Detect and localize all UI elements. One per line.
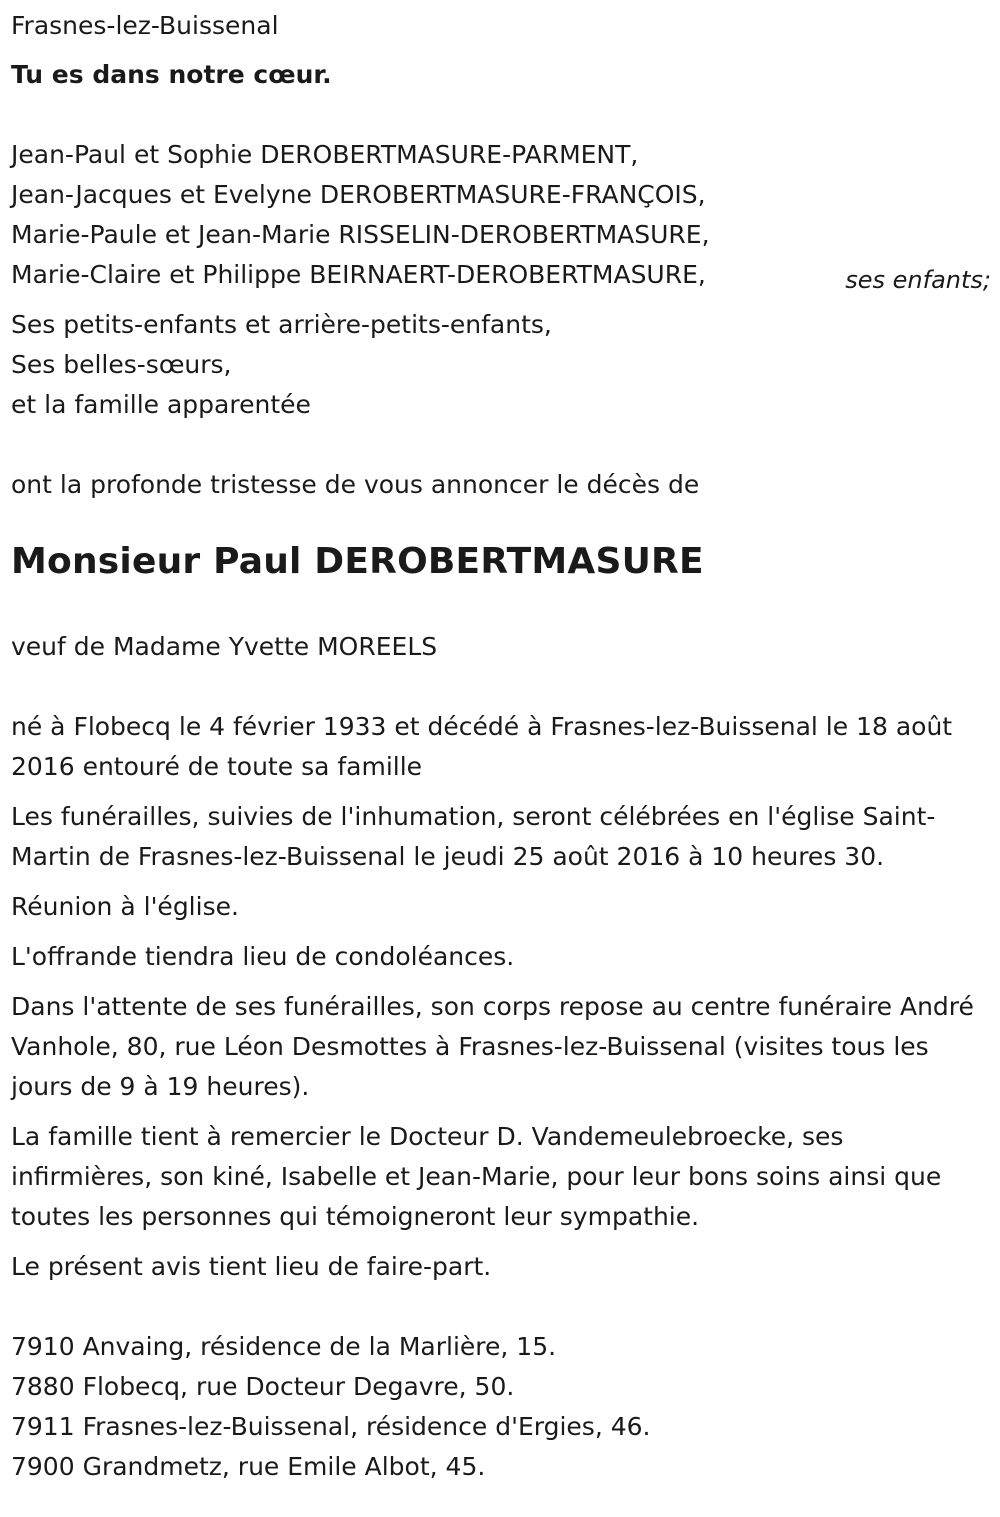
resting-text: Dans l'attente de ses funérailles, son corps repose au centre funéraire André Vanhole, 80, rue Léon Desmottes à Frasnes-lez-Buissenal (visites tous les jours de 9 à 19 heures). [11, 992, 974, 1101]
announcement-text: ont la profonde tristesse de vous annoncer le décès de [11, 470, 700, 499]
notice-motto: Tu es dans notre cœur. [11, 60, 332, 89]
relatives-line: Ses belles-sœurs, [11, 350, 232, 379]
death-notice [11, 6, 991, 1487]
address-line: 7911 Frasnes-lez-Buissenal, résidence d'Ergies, 46. [11, 1412, 651, 1441]
birth-death-text: né à Flobecq le 4 février 1933 et décédé à Frasnes-lez-Buissenal le 18 août 2016 entouré de toute sa famille [11, 712, 953, 781]
offering-text: L'offrande tiendra lieu de condoléances. [11, 942, 515, 971]
address-line: 7900 Grandmetz, rue Emile Albot, 45. [11, 1452, 486, 1481]
notice-location: Frasnes-lez-Buissenal [11, 11, 279, 40]
thanks-text: La famille tient à remercier le Docteur D. Vandemeulebroecke, ses infirmières, son kiné, Isabelle et Jean-Marie, pour leur bons soins ainsi que toutes les personnes qui témoigneront leur sympathie. [11, 1122, 942, 1231]
relatives-line: et la famille apparentée [11, 390, 311, 419]
children-role-label: ses enfants; [845, 266, 991, 294]
address-line: 7880 Flobecq, rue Docteur Degavre, 50. [11, 1372, 515, 1401]
deceased-name: Monsieur Paul DEROBERTMASURE [11, 541, 704, 582]
closing-text: Le présent avis tient lieu de faire-part. [11, 1252, 492, 1281]
relatives-line: Ses petits-enfants et arrière-petits-enfants, [11, 310, 552, 339]
funeral-text: Les funérailles, suivies de l'inhumation, seront célébrées en l'église Saint-Martin de Frasnes-lez-Buissenal le jeudi 25 août 2016 à 10 heures 30. [11, 802, 936, 871]
relatives-list [11, 305, 991, 425]
address-list [11, 1327, 991, 1487]
spacer [11, 95, 991, 135]
meeting-text: Réunion à l'église. [11, 892, 239, 921]
child-family: Marie-Paule et Jean-Marie RISSELIN-DEROBERTMASURE, [11, 220, 710, 249]
widow-of-text: veuf de Madame Yvette MOREELS [11, 632, 438, 661]
child-family: Jean-Jacques et Evelyne DEROBERTMASURE-FRANÇOIS, [11, 180, 706, 209]
children-list [11, 135, 991, 297]
child-family: Marie-Claire et Philippe BEIRNAERT-DEROBERTMASURE, [11, 260, 706, 289]
address-line: 7910 Anvaing, résidence de la Marlière, 15. [11, 1332, 557, 1361]
child-family: Jean-Paul et Sophie DEROBERTMASURE-PARMENT, [11, 140, 639, 169]
